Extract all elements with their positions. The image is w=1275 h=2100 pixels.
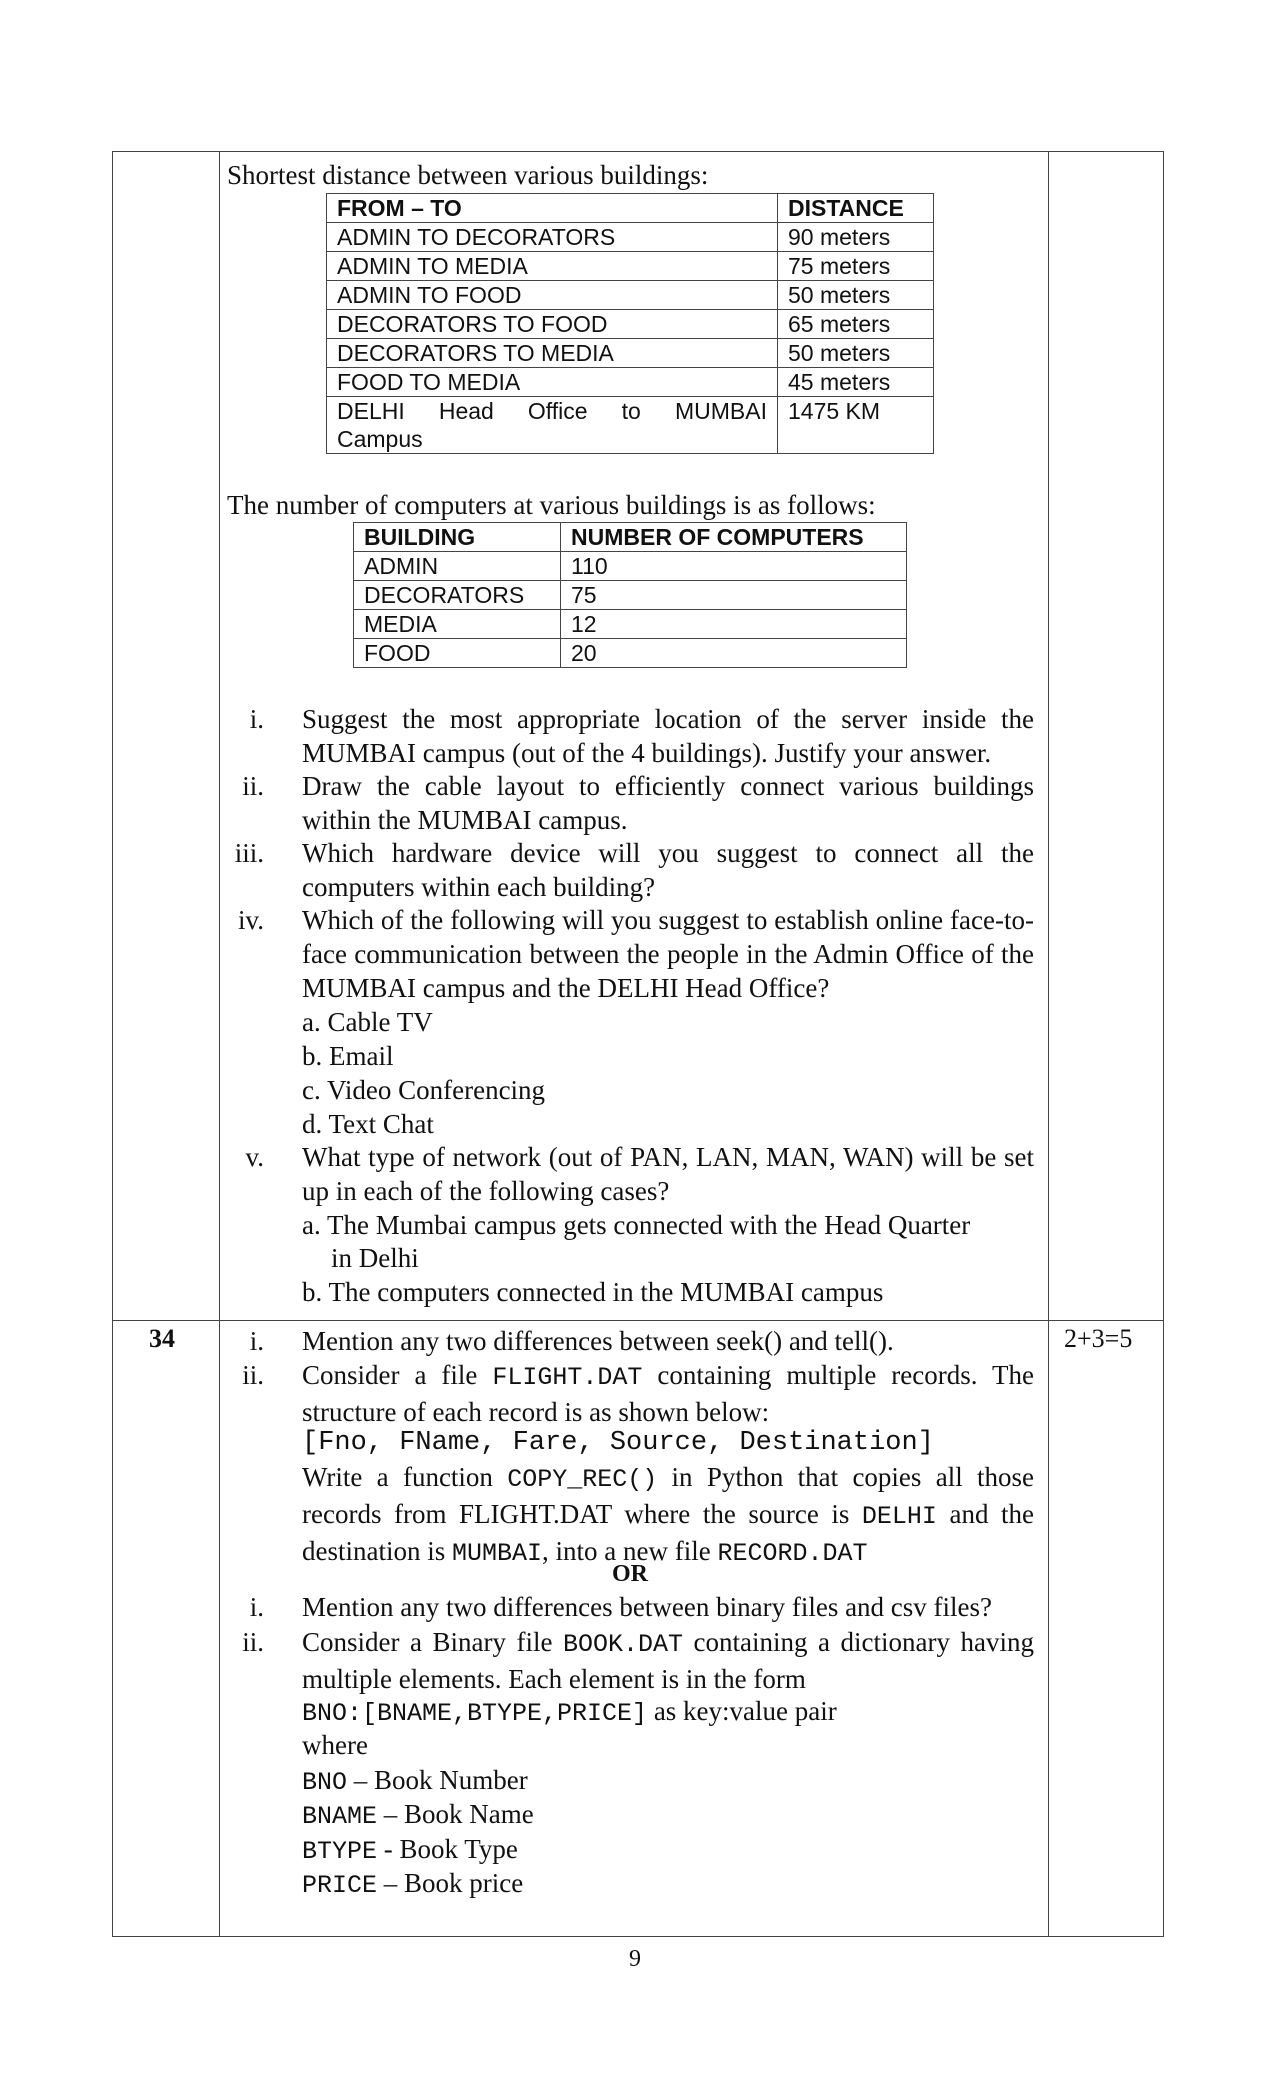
definition-key: PRICE (302, 1871, 378, 1900)
building-cell: FOOD (354, 639, 561, 668)
record-structure: [Fno, FName, Fare, Source, Destination] (302, 1428, 934, 1458)
definition-btype (302, 1832, 518, 1869)
item-text (302, 1460, 1034, 1571)
table-row (327, 252, 934, 281)
item-text: Suggest the most appropriate location of the server inside the MUMBAI campus (out of the 4 buildings). Justify your answer. (302, 704, 1034, 768)
word: to (621, 398, 641, 424)
computers-heading: The number of computers at various buildings is as follows: (227, 490, 876, 520)
from-to-cell: DECORATORS TO FOOD (327, 310, 778, 339)
text-run: in Python that copies all those records from FLIGHT.DAT where the source is (302, 1462, 1034, 1529)
distance-cell: 45 meters (778, 368, 934, 397)
campus-word: Campus (337, 426, 423, 452)
text-run: Consider a Binary file (302, 1627, 563, 1657)
text-run: containing multiple records. The structure of each record is as shown below: (302, 1360, 1034, 1427)
question-number: 34 (149, 1324, 175, 1353)
table-row (354, 610, 907, 639)
item-text: Mention any two differences between binary files and csv files? (302, 1592, 993, 1622)
distance-cell: 1475 KM (778, 397, 934, 454)
distance-table-header (327, 194, 934, 223)
column-divider-number (219, 152, 220, 1936)
text-run: , into a new file (542, 1536, 718, 1566)
item-text (302, 1625, 1034, 1696)
distance-cell: 50 meters (778, 281, 934, 310)
item-text: Which hardware device will you suggest to connect all the computers within each building? (302, 838, 1034, 902)
computers-table (353, 522, 907, 668)
row-divider (113, 1320, 1163, 1321)
table-row (327, 339, 934, 368)
count-cell: 20 (561, 639, 907, 668)
from-to-header: FROM – TO (327, 194, 778, 223)
column-divider-marks (1048, 152, 1049, 1936)
item-number: i. (249, 704, 264, 734)
marks: 2+3=5 (1064, 1324, 1133, 1353)
definition-text: – Book price (377, 1868, 524, 1898)
book-file-name: BOOK.DAT (563, 1630, 684, 1659)
item-number: i. (249, 1592, 264, 1622)
definition-price (302, 1866, 523, 1903)
from-to-cell: ADMIN TO FOOD (327, 281, 778, 310)
destination-value: MUMBAI (452, 1539, 543, 1568)
word: DELHI (337, 398, 405, 424)
count-cell: 12 (561, 610, 907, 639)
dictionary-form: BNO:[BNAME,BTYPE,PRICE] (302, 1699, 648, 1728)
definition-bname (302, 1797, 534, 1834)
definition-text: – Book Name (377, 1799, 534, 1829)
page-number: 9 (629, 1946, 641, 1972)
table-row (354, 581, 907, 610)
item-text: What type of network (out of PAN, LAN, MAN, WAN) will be set up in each of the following cases? (302, 1142, 1034, 1206)
item-number: ii. (242, 1627, 264, 1657)
table-row (327, 368, 934, 397)
item-text: Draw the cable layout to efficiently connect various buildings within the MUMBAI campus. (302, 771, 1034, 835)
definition-text: - Book Type (377, 1834, 518, 1864)
text-run: Write a function (302, 1462, 508, 1492)
distance-cell: 90 meters (778, 223, 934, 252)
item-number: iii. (234, 838, 264, 868)
record-file-name: RECORD.DAT (717, 1539, 868, 1568)
building-cell: ADMIN (354, 552, 561, 581)
building-cell: MEDIA (354, 610, 561, 639)
from-to-cell (327, 397, 778, 454)
option-a: a. Cable TV (302, 1007, 433, 1037)
network-case-b: b. The computers connected in the MUMBAI campus (302, 1277, 884, 1307)
table-row (327, 281, 934, 310)
number-of-computers-header: NUMBER OF COMPUTERS (561, 523, 907, 552)
from-to-cell: FOOD TO MEDIA (327, 368, 778, 397)
text-run: Consider a file (302, 1360, 493, 1390)
count-cell: 75 (561, 581, 907, 610)
from-to-cell: DECORATORS TO MEDIA (327, 339, 778, 368)
building-header: BUILDING (354, 523, 561, 552)
table-row (327, 310, 934, 339)
function-name: COPY_REC() (507, 1465, 658, 1494)
where-label: where (302, 1730, 368, 1760)
table-row (354, 552, 907, 581)
building-cell: DECORATORS (354, 581, 561, 610)
word: Office (527, 398, 588, 424)
text-run: and the destination is (302, 1499, 1034, 1566)
flight-file-name: FLIGHT.DAT (492, 1363, 643, 1392)
item-number: ii. (242, 771, 264, 801)
distance-header: DISTANCE (778, 194, 934, 223)
item-number: iv. (238, 905, 264, 935)
count-cell: 110 (561, 552, 907, 581)
distance-table (326, 193, 934, 454)
definition-key: BNO (302, 1768, 348, 1797)
from-to-cell: ADMIN TO DECORATORS (327, 223, 778, 252)
word: Head (438, 398, 494, 424)
distance-cell: 75 meters (778, 252, 934, 281)
distance-cell: 65 meters (778, 310, 934, 339)
item-number: i. (249, 1326, 264, 1356)
item-number: v. (245, 1142, 264, 1172)
definition-key: BNAME (302, 1802, 378, 1831)
table-row (327, 223, 934, 252)
word: MUMBAI (674, 398, 767, 424)
network-case-a-cont: in Delhi (331, 1243, 419, 1273)
network-case-a: a. The Mumbai campus gets connected with the Head Quarter (302, 1210, 971, 1240)
option-c: c. Video Conferencing (302, 1075, 546, 1105)
definition-key: BTYPE (302, 1837, 378, 1866)
definition-text: – Book Number (347, 1765, 528, 1795)
table-row (354, 639, 907, 668)
definition-bno (302, 1763, 528, 1800)
or-separator: OR (612, 1561, 648, 1587)
option-d: d. Text Chat (302, 1109, 434, 1139)
option-b: b. Email (302, 1041, 394, 1071)
item-text (302, 1358, 1034, 1429)
text-run: containing a dictionary having multiple elements. Each element is in the form (302, 1627, 1034, 1694)
table-row (327, 397, 934, 454)
distance-cell: 50 meters (778, 339, 934, 368)
text-run: as key:value pair (647, 1696, 837, 1726)
source-value: DELHI (861, 1502, 937, 1531)
delhi-mumbai-line (337, 397, 767, 425)
from-to-cell: ADMIN TO MEDIA (327, 252, 778, 281)
item-number: ii. (242, 1360, 264, 1390)
distance-heading: Shortest distance between various buildings: (227, 160, 709, 190)
computers-table-header (354, 523, 907, 552)
item-text: Mention any two differences between seek() and tell(). (302, 1326, 894, 1356)
dictionary-form-line (302, 1694, 837, 1731)
item-text: Which of the following will you suggest to establish online face-to-face communication between the people in the Admin Office of the MUMBAI campus and the DELHI Head Office? (302, 905, 1034, 1003)
